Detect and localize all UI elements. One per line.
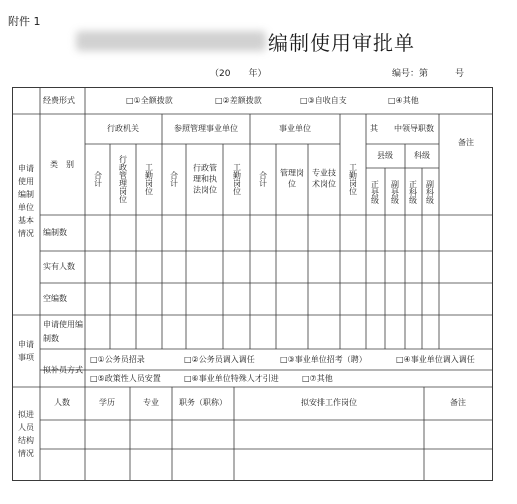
- staff-col-title: 职务（职称）: [179, 397, 227, 407]
- method-option-5[interactable]: □⑤政策性人员安置: [90, 373, 161, 383]
- leader-section-deputy: 副科级: [425, 180, 435, 204]
- staff-col-remark: 备注: [450, 397, 466, 407]
- admin-worker-post: 工勤岗位: [144, 163, 154, 195]
- leader-county-deputy: 副县级: [390, 180, 400, 204]
- method-option-7[interactable]: □⑦其他: [302, 373, 333, 383]
- group-institution: 事业单位: [279, 123, 311, 133]
- institution-tech-post: 专业技术岗位: [312, 168, 336, 188]
- row-label-funding: 经费形式: [43, 95, 75, 105]
- leader-county-main: 正县级: [370, 180, 380, 204]
- funding-option-1[interactable]: □①全额拨款: [126, 95, 173, 105]
- year-field: （20 年）: [210, 69, 267, 79]
- institution-total: 合计: [258, 171, 268, 187]
- admin-staff-post: 行政管理岗位: [118, 155, 128, 203]
- group-leaders: 其 中领导职数: [370, 123, 434, 133]
- funding-option-3[interactable]: □③自收自支: [300, 95, 347, 105]
- serial-number-field: 编号：第 号: [392, 69, 465, 79]
- redacted-unit-name: [76, 31, 266, 51]
- staff-col-count: 人数: [54, 397, 70, 407]
- method-option-3[interactable]: □③事业单位招考（聘）: [280, 354, 367, 364]
- row-label-apply-count: 申请使用编制数: [43, 320, 83, 343]
- method-option-6[interactable]: □⑥事业单位特殊人才引进: [184, 373, 279, 383]
- managed-worker-post: 工勤岗位: [232, 163, 242, 195]
- row-label-category: 类 别: [50, 159, 74, 169]
- method-option-4[interactable]: □④事业单位调入调任: [396, 354, 475, 364]
- leader-section: 科级: [414, 150, 430, 160]
- row-label-actual: 实有人数: [43, 261, 75, 271]
- table-grid: [12, 87, 493, 481]
- method-option-2[interactable]: □②公务员调入调任: [184, 354, 255, 364]
- side-label-basic-info: 申请使用编制单位基本情况: [18, 164, 34, 238]
- group-managed: 参照管理事业单位: [174, 123, 238, 133]
- row-label-vacant: 空编数: [43, 293, 67, 303]
- admin-total: 合计: [93, 171, 103, 187]
- institution-worker-post: 工勤岗位: [348, 163, 358, 195]
- method-option-1[interactable]: □①公务员招录: [90, 354, 145, 364]
- side-label-apply: 申请事项: [18, 340, 34, 362]
- group-remark: 备注: [458, 137, 474, 147]
- funding-option-2[interactable]: □②差额拨款: [215, 95, 262, 105]
- leader-section-main: 正科级: [408, 180, 418, 204]
- institution-manage-post: 管理岗位: [280, 168, 304, 188]
- funding-option-4[interactable]: □④其他: [388, 95, 419, 105]
- staff-col-major: 专业: [143, 397, 159, 407]
- staff-col-education: 学历: [99, 397, 115, 407]
- attachment-label: 附件 1: [8, 15, 41, 28]
- side-label-staff: 拟进人员结构情况: [18, 410, 34, 458]
- row-label-supplement: 拟补员方式: [43, 365, 83, 375]
- document-title: 编制使用审批单: [268, 31, 415, 55]
- managed-total: 合计: [169, 171, 179, 187]
- managed-law-post: 行政管理和执法岗位: [193, 163, 217, 195]
- row-label-authorized: 编制数: [43, 227, 67, 237]
- group-admin: 行政机关: [107, 123, 139, 133]
- leader-county: 县级: [377, 150, 393, 160]
- approval-form-table: [12, 87, 493, 481]
- staff-col-post: 拟安排工作岗位: [301, 397, 357, 407]
